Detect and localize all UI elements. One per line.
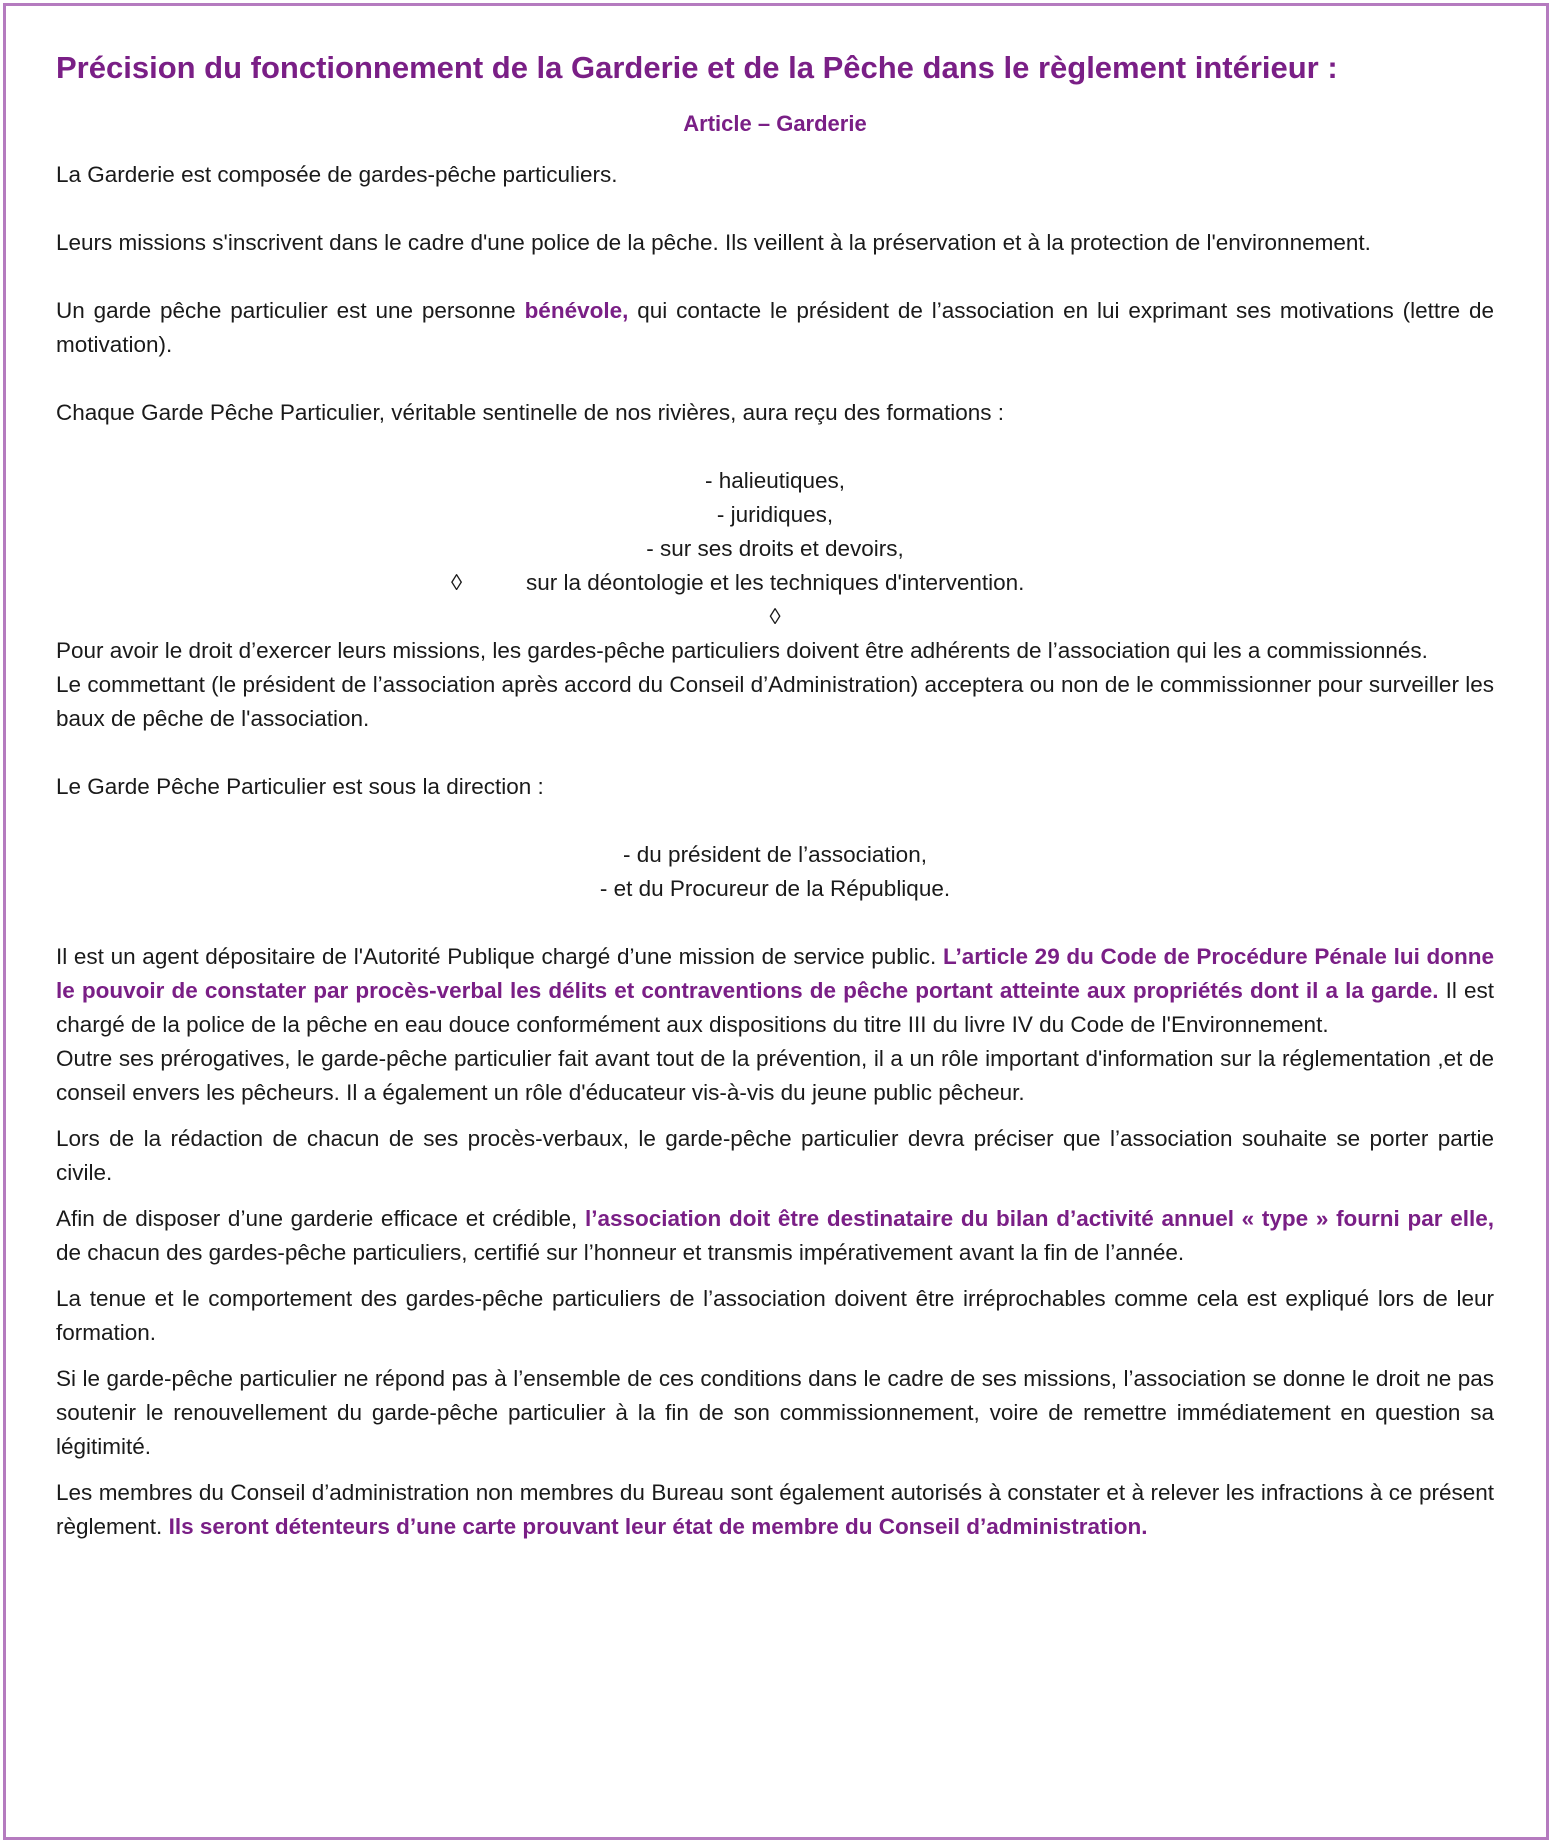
- training-item: - sur ses droits et devoirs,: [646, 536, 904, 561]
- paragraph-conseil: Les membres du Conseil d’administration non membres du Bureau sont également autorisés à constater et à relever les infractions à ce présent règlement. Ils seront détenteurs d’une carte prouvant leur état de membre du Conseil d’administration.: [56, 1480, 1494, 1539]
- page-title: Précision du fonctionnement de la Garderie et de la Pêche dans le règlement intérieur :: [56, 50, 1338, 85]
- paragraph-tenue: La tenue et le comportement des gardes-pêche particuliers de l’association doivent être irréprochables comme cela est expliqué lors de leur formation.: [56, 1286, 1494, 1345]
- paragraph-volunteer: Un garde pêche particulier est une personne bénévole, qui contacte le président de l’association en lui exprimant ses motivations (lettre de motivation).: [56, 298, 1494, 357]
- direction-item: - et du Procureur de la République.: [599, 876, 951, 901]
- paragraph-composition: La Garderie est composée de gardes-pêche particuliers.: [56, 162, 618, 187]
- training-item: - juridiques,: [716, 502, 834, 527]
- paragraph-conditions: Si le garde-pêche particulier ne répond pas à l’ensemble de ces conditions dans le cadre de ses missions, l’association se donne le droit ne pas soutenir le renouvellement du garde-pêche particulier à la fin de son commissionnement, voire de remettre immédiatement en question sa légitimité.: [56, 1366, 1494, 1459]
- paragraph-agent: Il est un agent dépositaire de l'Autorité Publique chargé d’une mission de service public. L’article 29 du Code de Procédure Pénale lui donne le pouvoir de constater par procès-verbal les délits et contraventions de pêche portant atteinte aux propriétés dont il a la garde. Il est chargé de la police de la pêche en eau douce conformément aux dispositions du titre III du livre IV du Code de l'Environnement.: [56, 944, 1494, 1037]
- highlight-bilan: l’association doit être destinataire du bilan d’activité annuel « type » fourni par elle,: [584, 1206, 1494, 1231]
- article-heading: Article – Garderie: [683, 111, 867, 136]
- paragraph-direction-intro: Le Garde Pêche Particulier est sous la direction :: [56, 774, 544, 799]
- direction-item: - du président de l’association,: [623, 842, 927, 867]
- document-body: [56, 48, 1494, 1544]
- highlight-carte: Ils seront détenteurs d’une carte prouvant leur état de membre du Conseil d’administration.: [168, 1514, 1148, 1539]
- highlight-benevole: bénévole,: [524, 298, 629, 323]
- diamond-bullet-icon: ◊: [451, 570, 463, 595]
- paragraph-bilan: Afin de disposer d’une garderie efficace et crédible, l’association doit être destinataire du bilan d’activité annuel « type » fourni par elle, de chacun des gardes-pêche particuliers, certifié sur l’honneur et transmis impérativement avant la fin de l’année.: [56, 1206, 1494, 1265]
- paragraph-proces-verbaux: Lors de la rédaction de chacun de ses procès-verbaux, le garde-pêche particulier devra préciser que l’association souhaite se porter partie civile.: [56, 1126, 1494, 1185]
- paragraph-training-intro: Chaque Garde Pêche Particulier, véritable sentinelle de nos rivières, aura reçu des formations :: [56, 400, 1004, 425]
- paragraph-membership: Pour avoir le droit d’exercer leurs missions, les gardes-pêche particuliers doivent être adhérents de l’association qui les a commissionnés.: [56, 638, 1428, 663]
- training-item: - halieutiques,: [704, 468, 846, 493]
- diamond-bullet-icon: ◊: [769, 604, 781, 629]
- paragraph-missions: Leurs missions s'inscrivent dans le cadre d'une police de la pêche. Ils veillent à la préservation et à la protection de l'environnement.: [56, 230, 1371, 255]
- paragraph-commettant: Le commettant (le président de l’association après accord du Conseil d’Administration) acceptera ou non de le commissionner pour surveiller les baux de pêche de l'association.: [56, 672, 1494, 731]
- training-item-last: ◊ sur la déontologie et les techniques d'intervention.: [56, 566, 1494, 600]
- paragraph-prevention: Outre ses prérogatives, le garde-pêche particulier fait avant tout de la prévention, il a un rôle important d'information sur la réglementation ,et de conseil envers les pêcheurs. Il a également un rôle d'éducateur vis-à-vis du jeune public pêcheur.: [56, 1046, 1494, 1105]
- page-frame: [3, 3, 1549, 1840]
- highlight-article-29: L’article 29 du Code de Procédure Pénale lui donne le pouvoir de constater par procès-verbal les délits et contraventions de pêche portant atteinte aux propriétés dont il a la garde.: [56, 944, 1494, 1003]
